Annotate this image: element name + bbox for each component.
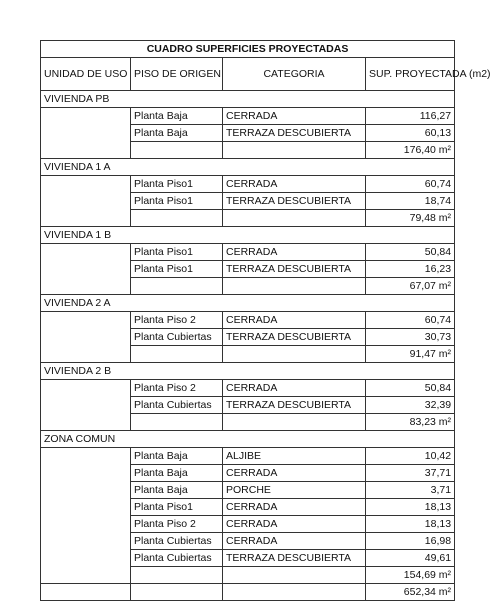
piso-cell: Planta Baja	[131, 125, 223, 142]
piso-cell: Planta Piso1	[131, 176, 223, 193]
categoria-cell: TERRAZA DESCUBIERTA	[223, 329, 366, 346]
header-categoria: CATEGORIA	[223, 58, 366, 91]
piso-cell: Planta Baja	[131, 465, 223, 482]
categoria-cell: CERRADA	[223, 244, 366, 261]
header-row	[41, 58, 455, 91]
header-piso: PISO DE ORIGEN	[131, 58, 223, 91]
superficie-cell: 60,74	[366, 176, 455, 193]
title-row	[41, 41, 455, 58]
categoria-cell: ALJIBE	[223, 448, 366, 465]
table-row	[41, 108, 455, 125]
table-row	[41, 380, 455, 397]
empty-piso-cell	[131, 278, 223, 295]
piso-cell: Planta Baja	[131, 482, 223, 499]
piso-cell: Planta Piso1	[131, 261, 223, 278]
empty-piso-cell	[131, 346, 223, 363]
piso-cell: Planta Cubiertas	[131, 550, 223, 567]
categoria-cell: CERRADA	[223, 176, 366, 193]
superficie-cell: 16,98	[366, 533, 455, 550]
empty-piso-cell	[131, 142, 223, 159]
categoria-cell: PORCHE	[223, 482, 366, 499]
categoria-cell: CERRADA	[223, 312, 366, 329]
empty-categoria-cell	[223, 142, 366, 159]
group-row	[41, 431, 455, 448]
superficie-cell: 18,13	[366, 499, 455, 516]
unit-label: VIVIENDA 1 A	[41, 159, 455, 176]
unit-spacer-cell	[41, 244, 131, 295]
surface-table-body	[41, 41, 491, 601]
unit-label: ZONA COMUN	[41, 431, 455, 448]
subtotal-cell: 176,40 m²	[366, 142, 455, 159]
categoria-cell: CERRADA	[223, 516, 366, 533]
table-row	[41, 448, 455, 465]
empty-piso-cell	[131, 584, 223, 601]
unit-label: VIVIENDA 2 B	[41, 363, 455, 380]
subtotal-cell: 79,48 m²	[366, 210, 455, 227]
categoria-cell: TERRAZA DESCUBIERTA	[223, 397, 366, 414]
unit-spacer-cell	[41, 380, 131, 431]
piso-cell: Planta Cubiertas	[131, 329, 223, 346]
superficie-cell: 30,73	[366, 329, 455, 346]
table-title: CUADRO SUPERFICIES PROYECTADAS	[41, 41, 455, 58]
empty-piso-cell	[131, 414, 223, 431]
superficie-cell: 37,71	[366, 465, 455, 482]
superficie-cell: 18,74	[366, 193, 455, 210]
piso-cell: Planta Baja	[131, 448, 223, 465]
superficie-cell: 49,61	[366, 550, 455, 567]
empty-categoria-cell	[223, 278, 366, 295]
table-row	[41, 176, 455, 193]
table-row	[41, 312, 455, 329]
empty-categoria-cell	[223, 414, 366, 431]
categoria-cell: TERRAZA DESCUBIERTA	[223, 193, 366, 210]
group-row	[41, 295, 455, 312]
subtotal-cell: 83,23 m²	[366, 414, 455, 431]
group-row	[41, 363, 455, 380]
superficie-cell: 18,13	[366, 516, 455, 533]
subtotal-cell: 67,07 m²	[366, 278, 455, 295]
empty-piso-cell	[131, 567, 223, 584]
categoria-cell: CERRADA	[223, 380, 366, 397]
superficie-cell: 10,42	[366, 448, 455, 465]
empty-categoria-cell	[223, 584, 366, 601]
empty-categoria-cell	[223, 210, 366, 227]
subtotal-cell: 154,69 m²	[366, 567, 455, 584]
categoria-cell: CERRADA	[223, 499, 366, 516]
group-row	[41, 91, 455, 108]
unit-spacer-cell	[41, 176, 131, 227]
piso-cell: Planta Piso 2	[131, 380, 223, 397]
piso-cell: Planta Cubiertas	[131, 397, 223, 414]
superficie-cell: 50,84	[366, 244, 455, 261]
unit-label: VIVIENDA PB	[41, 91, 455, 108]
empty-categoria-cell	[223, 567, 366, 584]
piso-cell: Planta Piso1	[131, 193, 223, 210]
superficie-cell: 60,13	[366, 125, 455, 142]
piso-cell: Planta Piso1	[131, 244, 223, 261]
superficie-cell: 116,27	[366, 108, 455, 125]
unit-label: VIVIENDA 2 A	[41, 295, 455, 312]
categoria-cell: CERRADA	[223, 108, 366, 125]
empty-unit-cell	[41, 584, 131, 601]
superficie-cell: 50,84	[366, 380, 455, 397]
unit-spacer-cell	[41, 108, 131, 159]
surface-table	[40, 40, 491, 601]
group-row	[41, 227, 455, 244]
superficie-cell: 32,39	[366, 397, 455, 414]
superficie-cell: 60,74	[366, 312, 455, 329]
categoria-cell: TERRAZA DESCUBIERTA	[223, 125, 366, 142]
total-cell: 652,34 m²	[366, 584, 455, 601]
subtotal-cell: 91,47 m²	[366, 346, 455, 363]
superficie-cell: 16,23	[366, 261, 455, 278]
header-unidad: UNIDAD DE USO	[41, 58, 131, 91]
piso-cell: Planta Piso 2	[131, 516, 223, 533]
categoria-cell: CERRADA	[223, 533, 366, 550]
total-row	[41, 584, 455, 601]
categoria-cell: TERRAZA DESCUBIERTA	[223, 550, 366, 567]
categoria-cell: TERRAZA DESCUBIERTA	[223, 261, 366, 278]
unit-spacer-cell	[41, 312, 131, 363]
superficie-cell: 3,71	[366, 482, 455, 499]
table-row	[41, 244, 455, 261]
unit-label: VIVIENDA 1 B	[41, 227, 455, 244]
header-superficie: SUP. PROYECTADA (m2)	[366, 58, 455, 91]
empty-categoria-cell	[223, 346, 366, 363]
group-row	[41, 159, 455, 176]
categoria-cell: CERRADA	[223, 465, 366, 482]
piso-cell: Planta Piso1	[131, 499, 223, 516]
piso-cell: Planta Cubiertas	[131, 533, 223, 550]
piso-cell: Planta Piso 2	[131, 312, 223, 329]
empty-piso-cell	[131, 210, 223, 227]
unit-spacer-cell	[41, 448, 131, 584]
piso-cell: Planta Baja	[131, 108, 223, 125]
